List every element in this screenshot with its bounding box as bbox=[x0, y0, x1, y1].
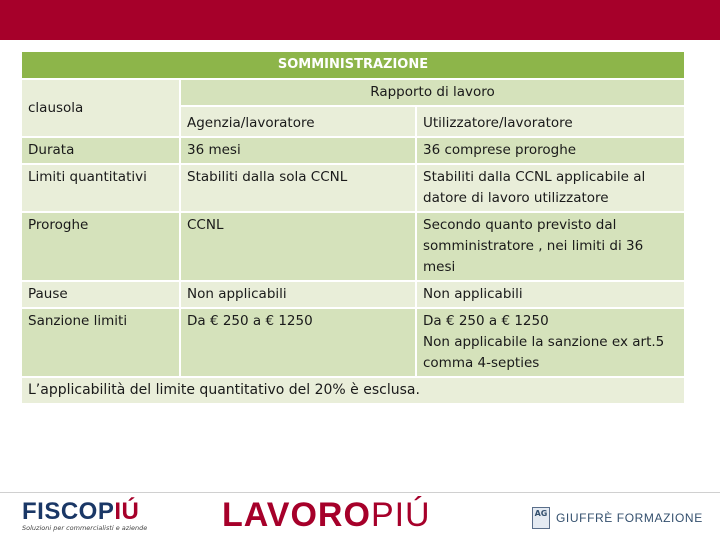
col2-header: Utilizzatore/lavoratore bbox=[416, 106, 685, 137]
row-label: Durata bbox=[21, 137, 180, 164]
fiscopiu-wordmark-b: IÚ bbox=[114, 498, 140, 525]
ag-icon bbox=[532, 507, 550, 529]
table-row bbox=[21, 281, 685, 308]
comparison-table bbox=[20, 50, 686, 405]
row-cell-col2 bbox=[416, 308, 685, 377]
row-cell-col2: Secondo quanto previsto dal somministratore , nei limiti di 36 mesi bbox=[416, 212, 685, 281]
row-cell-col2: Non applicabili bbox=[416, 281, 685, 308]
footer-divider bbox=[0, 492, 720, 493]
row-cell-col2: 36 comprese proroghe bbox=[416, 137, 685, 164]
row-label: Pause bbox=[21, 281, 180, 308]
row-cell-col1: Stabiliti dalla sola CCNL bbox=[180, 164, 416, 212]
row-label: Limiti quantitativi bbox=[21, 164, 180, 212]
lavoropiu-wordmark-b: PIÚ bbox=[370, 496, 431, 534]
note-row bbox=[21, 377, 685, 404]
fiscopiu-logo bbox=[22, 498, 147, 532]
table-row bbox=[21, 212, 685, 281]
giuffre-formazione-logo bbox=[532, 507, 703, 529]
sanzione-line1: Da € 250 a € 1250 bbox=[423, 313, 549, 329]
rapporto-header: Rapporto di lavoro bbox=[180, 79, 685, 106]
fiscopiu-wordmark bbox=[22, 498, 147, 526]
row-cell-col1: Da € 250 a € 1250 bbox=[180, 308, 416, 377]
row-label: Sanzione limiti bbox=[21, 308, 180, 377]
clausola-header: clausola bbox=[21, 79, 180, 137]
row-cell-col1: CCNL bbox=[180, 212, 416, 281]
ag-icon-text: AG bbox=[534, 509, 548, 518]
fiscopiu-tagline: Soluzioni per commercialisti e aziende bbox=[22, 524, 148, 532]
table-header-row bbox=[21, 79, 685, 106]
table-row bbox=[21, 137, 685, 164]
top-banner bbox=[0, 0, 720, 40]
col1-header: Agenzia/lavoratore bbox=[180, 106, 416, 137]
table-note: L’applicabilità del limite quantitativo del 20% è esclusa. bbox=[21, 377, 685, 404]
row-cell-col2: Stabiliti dalla CCNL applicabile al datore di lavoro utilizzatore bbox=[416, 164, 685, 212]
table-row bbox=[21, 164, 685, 212]
sanzione-line2: Non applicabile la sanzione ex art.5 comma 4-septies bbox=[423, 334, 665, 371]
row-cell-col1: 36 mesi bbox=[180, 137, 416, 164]
row-label: Proroghe bbox=[21, 212, 180, 281]
lavoropiu-wordmark-a: LAVORO bbox=[222, 496, 371, 534]
table-row bbox=[21, 308, 685, 377]
table-title: SOMMINISTRAZIONE bbox=[21, 51, 685, 79]
lavoropiu-logo bbox=[222, 496, 431, 535]
giuffre-wordmark: GIUFFRÈ FORMAZIONE bbox=[556, 511, 703, 525]
fiscopiu-wordmark-a: FISCOP bbox=[22, 498, 115, 525]
row-cell-col1: Non applicabili bbox=[180, 281, 416, 308]
table-title-row bbox=[21, 51, 685, 79]
